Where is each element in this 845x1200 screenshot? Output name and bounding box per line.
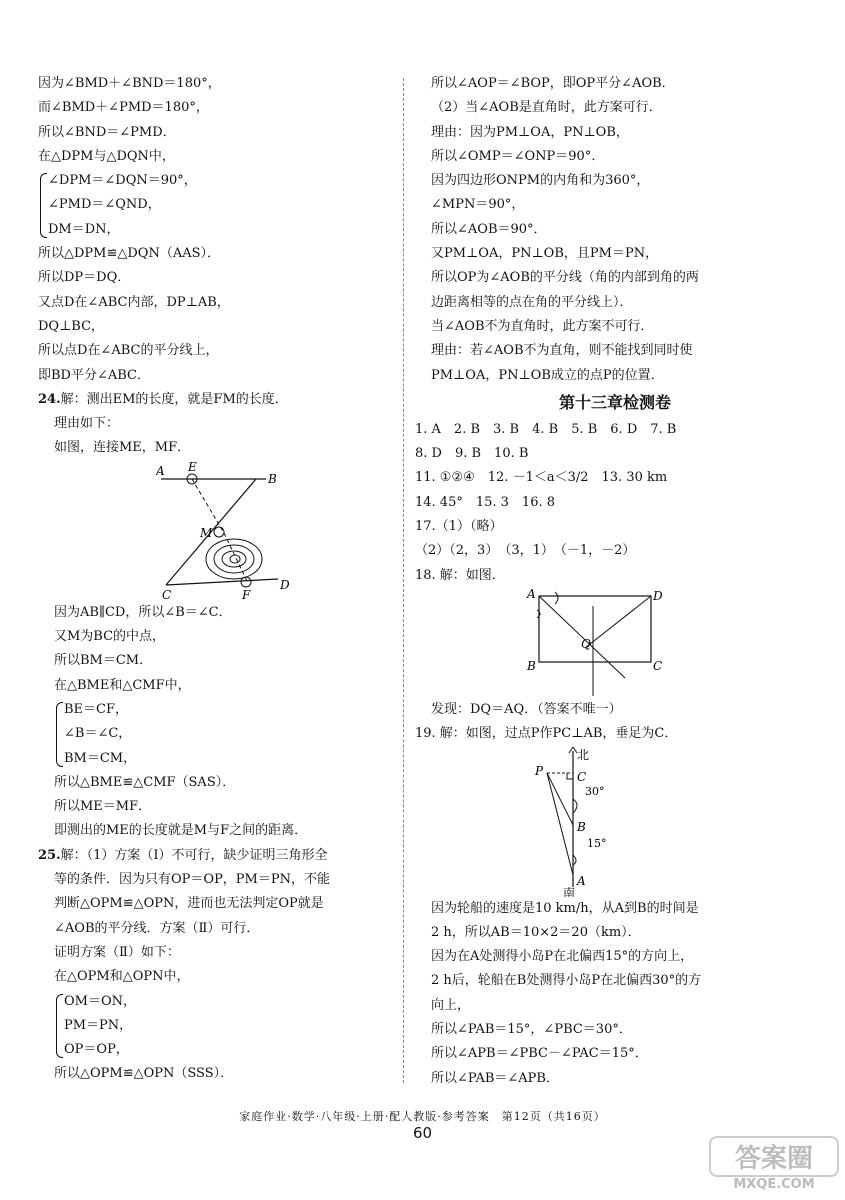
label-b: B [268, 471, 277, 486]
answer-line: 等的条件．因为只有OP＝OP，PM＝PN，不能 [54, 872, 330, 888]
answer-key-line: 8. D 9. B 10. B [415, 446, 529, 462]
label-b: B [527, 658, 536, 673]
answer-line: ∠MPN＝90°， [431, 197, 525, 213]
answer-line: 因为∠BMD＋∠BND＝180°， [38, 76, 221, 91]
question-19: 19. 解：如图，过点P作PC⊥AB，垂足为C． [415, 726, 678, 742]
answer-line: 向上， [431, 997, 471, 1013]
answer-key-line: 14. 45° 15. 3 16. 8 [415, 494, 556, 510]
chapter-title: 第十三章检测卷 [558, 392, 671, 412]
answer-line: 而∠BMD＋∠PMD＝180°， [38, 100, 209, 116]
label-e: E [188, 460, 197, 474]
answer-line: 理由：因为PM⊥OA，PN⊥OB， [431, 124, 629, 140]
answer-line: 所以∠AOB＝90°． [431, 221, 547, 237]
brace-line: OP＝OP， [64, 1042, 129, 1058]
angle-15-label: 15° [587, 836, 607, 850]
answer-line: 因为轮船的速度是10 km/h，从A到B的时间是 [431, 900, 699, 916]
label-p: P [535, 763, 544, 778]
question-number: 25. [38, 847, 61, 863]
south-label: 南 [563, 885, 576, 897]
brace-line: DM＝DN， [48, 221, 120, 237]
page-number: 60 [412, 1124, 433, 1142]
watermark-url: MXQE.COM [733, 1177, 815, 1192]
label-d: D [280, 577, 290, 592]
answer-line: ∠AOB的平分线．方案（Ⅱ）可行． [54, 920, 260, 936]
label-c: C [162, 587, 172, 601]
answer-line: 所以∠AOP＝∠BOP，即OP平分∠AOB． [431, 76, 675, 91]
answer-line: 在△OPM和△OPN中， [54, 969, 190, 985]
north-label: 北 [577, 747, 590, 762]
label-c: C [577, 769, 587, 784]
answer-line: 所以DP＝DQ． [38, 270, 131, 286]
answer-line: 所以△BME≌△CMF（SAS）． [54, 774, 236, 790]
answer-line: 所以ME＝MF． [54, 799, 152, 815]
label-q: Q [581, 636, 591, 651]
answer-text: 解：测出EM的长度，就是FM的长度． [60, 391, 288, 407]
brace-line: OM＝ON， [64, 993, 137, 1009]
answer-line: 即BD平分∠ABC． [38, 367, 150, 383]
brace-line: PM＝PN， [64, 1017, 133, 1033]
condition-brace [54, 990, 398, 1063]
question-number: 24. [38, 391, 61, 407]
brace-line: ∠B＝∠C， [64, 726, 132, 742]
answer-line: 所以OP为∠AOB的平分线（角的内部到角的两 [431, 270, 699, 286]
answer-line: 因为四边形ONPM的内角和为360°， [431, 173, 650, 189]
finding-line: 发现：DQ＝AQ．（答案不唯一） [431, 701, 622, 717]
answer-key-line: 1. A 2. B 3. B 4. B 5. B 6. D 7. B [415, 421, 677, 437]
answer-line: 所以△DPM≌△DQN（AAS）． [38, 246, 221, 262]
brace-line: BE＝CF， [64, 701, 129, 717]
answer-line: 边距离相等的点在角的平分线上）． [431, 294, 633, 310]
answer-key-line: 17.（1）（略） [415, 519, 503, 535]
answer-line: 所以∠PAB＝∠APB． [431, 1070, 559, 1086]
answer-line: PM⊥OA，PN⊥OB成立的点P的位置． [431, 367, 664, 383]
answer-line: 因为AB∥CD，所以∠B＝∠C． [54, 604, 232, 620]
brace-line: ∠DPM＝∠DQN＝90°， [48, 173, 197, 189]
question-25 [38, 844, 398, 868]
answer-key-line: 11. ①②④ 12. －1＜a＜3/2 13. 30 km [415, 470, 668, 486]
answer-line: 即测出的ME的长度就是M与F之间的距离． [54, 823, 308, 839]
label-d: D [653, 588, 663, 603]
answer-line: 如图，连接ME，MF． [54, 440, 191, 456]
answer-line: 当∠AOB不为直角时，此方案不可行． [431, 318, 654, 334]
right-column [415, 72, 815, 1091]
figure-19-diagram [533, 747, 653, 897]
label-a: A [156, 463, 165, 478]
answer-line: 理由如下： [54, 416, 120, 432]
answer-line: 又M为BC的中点， [54, 629, 166, 645]
answer-line: 所以BM＝CM． [54, 653, 153, 669]
answer-line: 2 h，所以AB＝10×2＝20（km）． [431, 924, 641, 940]
brace-line: ∠PMD＝∠QND， [48, 197, 161, 213]
angle-30-label: 30° [585, 784, 605, 798]
watermark-text: 答案圈 [709, 1136, 839, 1177]
answer-line: 所以∠OMP＝∠ONP＝90°． [431, 148, 605, 164]
label-a: A [527, 587, 536, 601]
page-footer: 家庭作业·数学·八年级·上册·配人教版·参考答案 第12页（共16页） [239, 1110, 606, 1123]
answer-line: 在△BME和△CMF中， [54, 677, 191, 693]
answer-line: 所以∠BND＝∠PMD． [38, 124, 176, 140]
answer-line: 判断△OPM≌△OPN，进而也无法判定OP就是 [54, 896, 324, 912]
label-a: A [577, 873, 586, 888]
answer-key-line: 18. 解：如图． [415, 567, 505, 583]
answer-line: DQ⊥BC， [38, 318, 105, 334]
answer-line: 证明方案（Ⅱ）如下： [54, 944, 180, 960]
answer-line: 又点D在∠ABC内部，DP⊥AB， [38, 294, 230, 310]
answer-line: 所以∠APB＝∠PBC－∠PAC＝15°． [431, 1046, 648, 1062]
label-c: C [653, 658, 663, 673]
answer-key-line: （2）（2，3） （3，1） （－1，－2） [415, 543, 636, 559]
brace-line: BM＝CM， [64, 750, 137, 766]
answer-line: 所以∠PAB＝15°，∠PBC＝30°． [431, 1022, 632, 1038]
figure-18-diagram [525, 588, 665, 698]
condition-brace [54, 698, 398, 771]
answer-line: 理由：若∠AOB不为直角，则不能找到同时使 [431, 343, 693, 359]
label-m: M [200, 525, 213, 540]
label-f: F [242, 587, 251, 601]
question-24 [38, 388, 398, 412]
answer-line: （2）当∠AOB是直角时，此方案可行． [431, 100, 662, 116]
figure-24-diagram [156, 461, 296, 601]
answer-line: 在△DPM与△DQN中， [38, 148, 175, 164]
answer-line: 所以△OPM≌△OPN（SSS）． [54, 1066, 234, 1082]
answer-text: 解：（1）方案（Ⅰ）不可行，缺少证明三角形全 [60, 847, 328, 863]
answer-line: 所以点D在∠ABC的平分线上， [38, 343, 219, 359]
answer-line: 2 h后，轮船在B处测得小岛P在北偏西30°的方 [431, 973, 702, 989]
answer-line: 因为在A处测得小岛P在北偏西15°的方向上， [431, 949, 694, 965]
answer-line: 又PM⊥OA，PN⊥OB，且PM＝PN， [431, 246, 659, 262]
label-b: B [577, 819, 586, 834]
left-column [38, 72, 398, 1087]
column-divider [403, 78, 404, 1083]
watermark-logo [709, 1136, 839, 1192]
condition-brace [38, 169, 398, 242]
